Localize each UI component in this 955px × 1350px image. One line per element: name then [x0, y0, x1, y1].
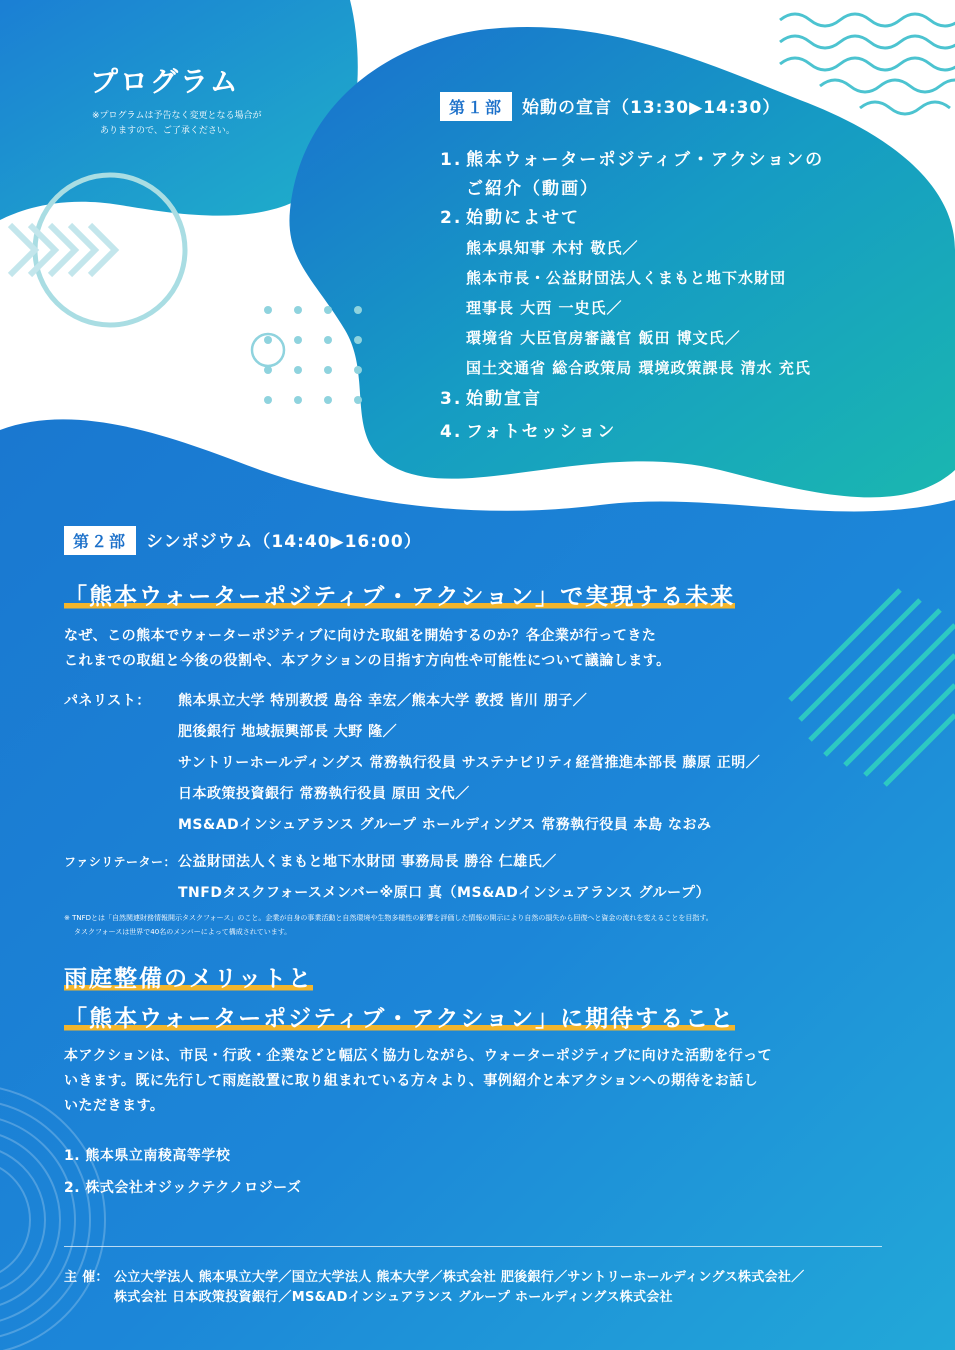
case-list — [64, 1140, 301, 1204]
organizers: 主 催： 公立大学法人 熊本県立大学／国立大学法人 熊本大学／株式会社 肥後銀行／サントリーホールディングス株式会社／ 株式会社 日本政策投資銀行／MS&ADインシュアランス グループ ホールディングス株式会社 — [64, 1270, 805, 1305]
topic1-heading: 「熊本ウォーターポジティブ・アクション」で実現する未来 — [64, 578, 735, 611]
speaker: 環境省 大臣官房審議官 飯田 博文氏／ — [466, 329, 741, 347]
part2-badge: 第２部 — [64, 526, 136, 555]
list-item: 4. フォトセッション — [440, 422, 617, 442]
part2-title: シンポジウム（14:40▶16:00） — [146, 532, 422, 552]
panelist-list — [64, 686, 904, 909]
list-item: 2. 株式会社オジックテクノロジーズ — [64, 1180, 302, 1196]
facilitator-label: ファシリテーター： — [64, 855, 177, 869]
panelist: 日本政策投資銀行 常務執行役員 原田 文代／ — [178, 786, 470, 802]
panelist: MS&ADインシュアランス グループ ホールディングス 常務執行役員 本島 なおみ — [178, 817, 712, 833]
panelist: 熊本県立大学 特別教授 島谷 幸宏／熊本大学 教授 皆川 朋子／ — [178, 693, 588, 709]
list-item: 1. 熊本ウォーターポジティブ・アクションの ご紹介（動画） — [440, 150, 825, 199]
speaker: 熊本県知事 木村 敬氏／ — [466, 239, 639, 257]
panelist: 肥後銀行 地域振興部長 大野 隆／ — [178, 724, 398, 740]
list-item: 1. 熊本県立南稜高等学校 — [64, 1148, 231, 1164]
divider — [64, 1246, 882, 1247]
speaker: 熊本市長・公益財団法人くまもと地下水財団 — [466, 269, 787, 287]
program-note: ※プログラムは予告なく変更となる場合が ありますので、ご了承ください。 — [92, 111, 262, 136]
program-title: プログラム — [90, 65, 240, 98]
topic2-heading-line2: 「熊本ウォーターポジティブ・アクション」に期待すること — [64, 1000, 735, 1033]
panelist: サントリーホールディングス 常務執行役員 サステナビリティ経営推進本部長 藤原 正明／ — [178, 755, 761, 771]
topic1-description: なぜ、この熊本でウォーターポジティブに向けた取組を開始するのか？各企業が行ってきた これまでの取組と今後の役割や、本アクションの目指す方向性や可能性について議論します。 — [64, 628, 671, 669]
list-item: 2. 始動によせて — [440, 208, 580, 228]
speaker: 理事長 大西 一史氏／ — [466, 299, 623, 317]
part1-list — [440, 146, 940, 447]
part2-header — [64, 526, 422, 555]
facilitator: TNFDタスクフォースメンバー※原口 真（MS&ADインシュアランス グループ） — [178, 885, 711, 901]
topic2-heading-line1: 雨庭整備のメリットと — [64, 960, 313, 993]
panelist-label: パネリスト： — [64, 693, 151, 709]
tnfd-footnote: ※ TNFDとは「自然関連財務情報開示タスクフォース」のこと。企業が自身の事業活動と自然環境や生物多様性の影響を評価した情報の開示により自然の損失から回復へと資金の流れを変えることを目指す。 タスクフォースは世界で40名のメンバーによって構成されています。 — [64, 914, 713, 936]
part1-title: 始動の宣言（13:30▶14:30） — [522, 98, 781, 118]
part1-badge: 第１部 — [440, 92, 512, 121]
part1-header — [440, 92, 780, 121]
topic2-description: 本アクションは、市民・行政・企業などと幅広く協力しながら、ウォーターポジティブに向けた活動を行って いきます。既に先行して雨庭設置に取り組まれている方々より、事例紹介と本アクションへの期待をお話し いただきます。 — [64, 1048, 773, 1114]
organizers-label: 主 催： — [64, 1270, 109, 1285]
speaker: 国土交通省 総合政策局 環境政策課長 清水 充氏 — [466, 359, 811, 377]
list-item: 3. 始動宣言 — [440, 389, 542, 409]
facilitator: 公益財団法人くまもと地下水財団 事務局長 勝谷 仁雄氏／ — [178, 854, 557, 870]
